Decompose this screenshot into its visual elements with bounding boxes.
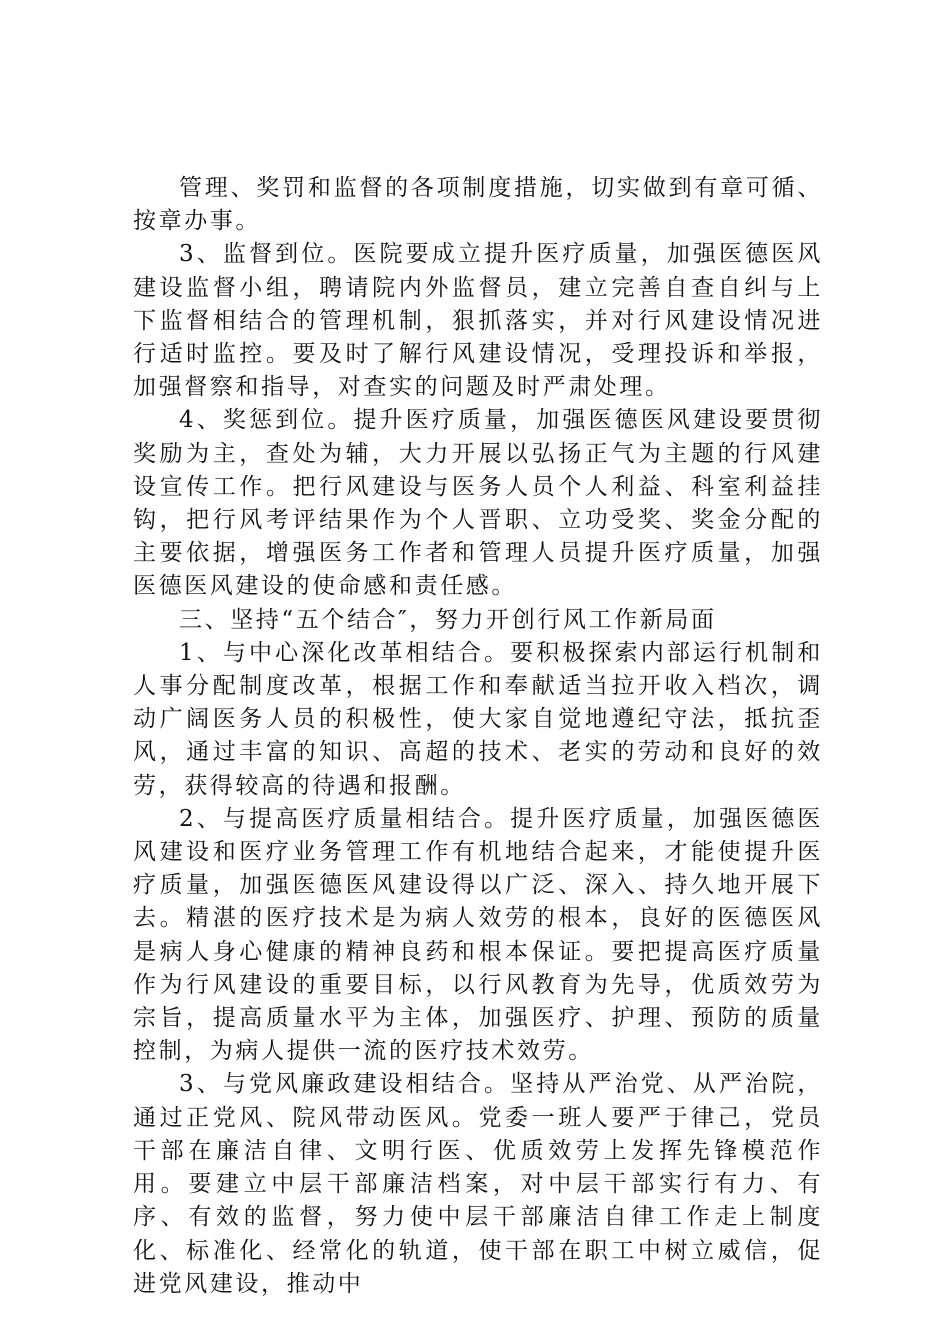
paragraph-party-conduct: 3、与党风廉政建设相结合。坚持从严治党、从严治院，通过正党风、院风带动医风。党委一班人要严于律己，党员干部在廉洁自律、文明行医、优质效劳上发挥先锋模范作用。要建立中层干部廉洁档案，对中层干部实行有力、有序、有效的监督，努力使中层干部廉洁自律工作走上制度化、标准化、经常化的轨道，使干部在职工中树立威信，促进党风建设，推动中: [133, 1071, 823, 1297]
section-heading-five-combinations: 三、坚持“五个结合″，努力开创行风工作新局面: [179, 606, 717, 633]
paragraph-continued: 管理、奖罚和监督的各项制度措施，切实做到有章可循、按章办事。: [133, 175, 823, 235]
paragraph-rewards-penalties: 4、奖惩到位。提升医疗质量，加强医德医风建设要贯彻奖励为主，查处为辅，大力开展以弘扬正气为主题的行风建设宣传工作。把行风建设与医务人员个人利益、科室利益挂钩，把行风考评结果作为个人晋职、立功受奖、奖金分配的主要依据，增强医务工作者和管理人员提升医疗质量，加强医德医风建设的使命感和责任感。: [133, 407, 823, 600]
document-body: [133, 172, 823, 1301]
paragraph-medical-quality: 2、与提高医疗质量相结合。提升医疗质量，加强医德医风建设和医疗业务管理工作有机地结合起来，才能使提升医疗质量，加强医德医风建设得以广泛、深入、持久地开展下去。精湛的医疗技术是为病人效劳的根本，良好的医德医风是病人身心健康的精神良药和根本保证。要把提高医疗质量作为行风建设的重要目标，以行风教育为先导，优质效劳为宗旨，提高质量水平为主体，加强医疗、护理、预防的质量控制，为病人提供一流的医疗技术效劳。: [133, 805, 823, 1065]
paragraph-supervision: 3、监督到位。医院要成立提升医疗质量，加强医德医风建设监督小组，聘请院内外监督员，建立完善自查自纠与上下监督相结合的管理机制，狠抓落实，并对行风建设情况进行适时监控。要及时了解行风建设情况，受理投诉和举报，加强督察和指导，对查实的问题及时严肃处理。: [133, 241, 823, 401]
paragraph-reform: 1、与中心深化改革相结合。要积极探索内部运行机制和人事分配制度改革，根据工作和奉献适当拉开收入档次，调动广阔医务人员的积极性，使大家自觉地遵纪守法，抵抗歪风，通过丰富的知识、高超的技术、老实的劳动和良好的效劳，获得较高的待遇和报酬。: [133, 639, 823, 799]
